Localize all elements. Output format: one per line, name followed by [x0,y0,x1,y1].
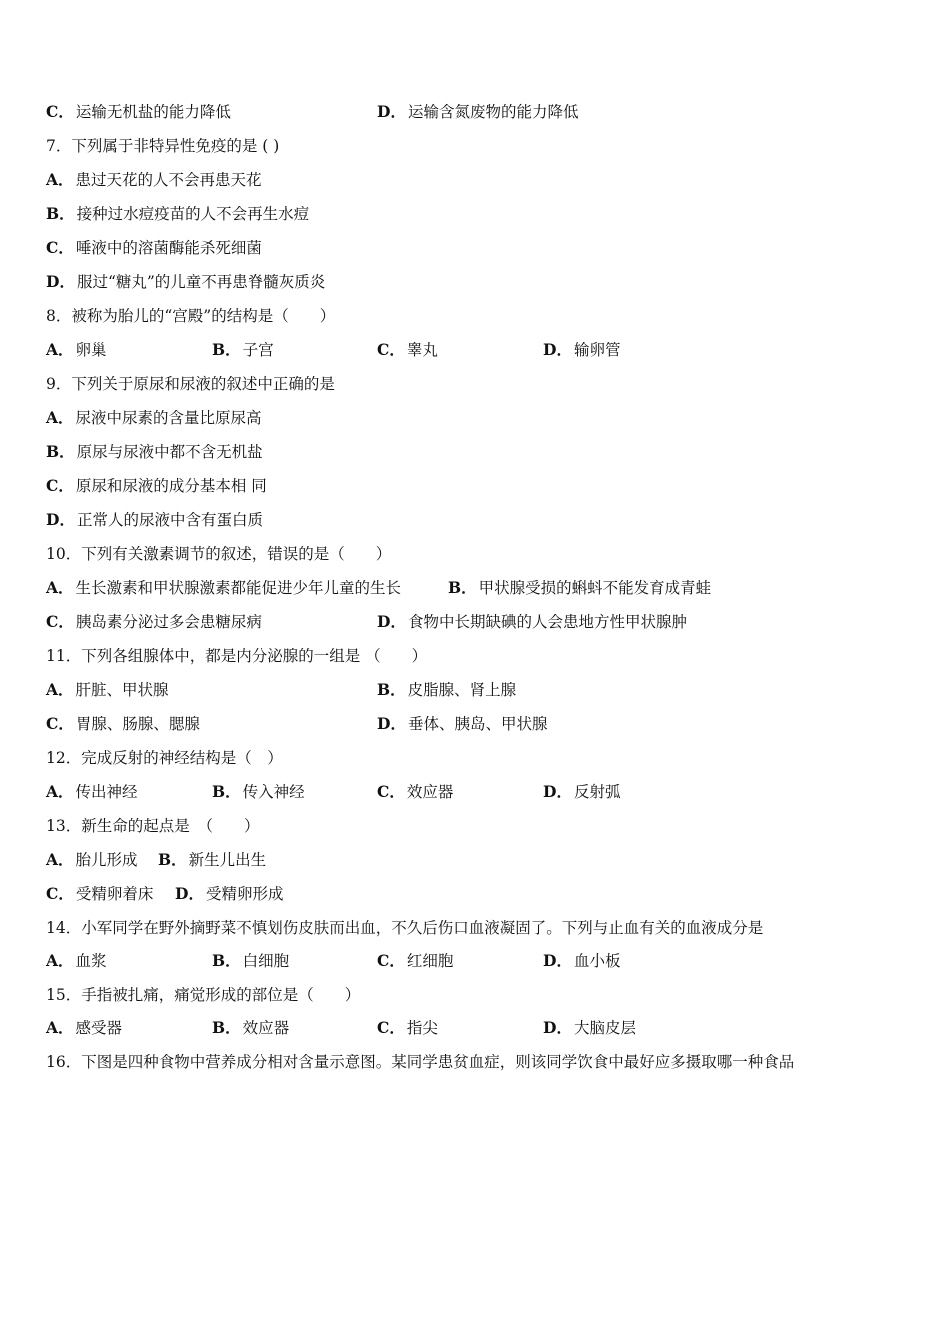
exam-page: C． 运输无机盐的能力降低 D． 运输含氮废物的能力降低 7．下列属于非特异性免疫的是 ( ) A． 患过天花的人不会再患天花 B． 接种过水痘疫苗的人不会再生水痘 C． 唾液中的溶菌酶能杀死细菌 D． 服过“糖丸”的儿童不再患脊髓灰质炎 8．被称为胎儿的“宫殿”的结构是（ ） A． 卵巢 B． 子宫 C． 睾丸 D． 输卵管 9．下列关于原尿和尿液的叙述中正确的是 A． 尿液中尿素的含量比原尿高 B． 原尿与尿液中都不含无机盐 C． 原尿和尿液的成分基本相 同 D． 正常人的尿液中含有蛋白质 10．下列有关激素调节的叙述，错误的是（ ） A． 生长激素和甲状腺激素都能促进少年儿童的生长 B． 甲状腺受损的蝌蚪不能发育成青蛙 C． 胰岛素分泌过多会患糖尿病 D． 食物中长期缺碘的人会患地方性甲状腺肿 11．下列各组腺体中，都是内分泌腺的一组是 （ ） A． 肝脏、甲状腺 B． 皮脂腺、肾上腺 C． 胃腺、肠腺、腮腺 D． 垂体、胰岛、甲状腺 12．完成反射的神经结构是（ ） A． 传出神经 B． 传入神经 C． 效应器 D． 反射弧 13．新生命的起点是 （ ） A． 胎儿形成 B． 新生儿出生 C． 受精卵着床 D． 受精卵形成 14．小军同学在野外摘野菜不慎划伤皮肤而出血，不久后伤口血液凝固了。下列与止血有关的血液成分是 A． 血浆 B． 白细胞 C． 红细胞 D． 血小板 15．手指被扎痛，痛觉形成的部位是（ ） A． 感受器 B． 效应器 C． 指尖 D． 大脑皮层 16．下图是四种食物中营养成分相对含量示意图。某同学患贫血症，则该同学饮食中最好应多摄取哪一种食品 [46,102,795,1071]
q10-option-c: C． 胰岛素分泌过多会患糖尿病 [46,612,262,631]
q11-option-b: B． 皮脂腺、肾上腺 [377,680,517,699]
q13-option-d: D． 受精卵形成 [175,884,284,903]
q12-option-a: A． 传出神经 [46,782,138,801]
q13-option-b: B． 新生儿出生 [158,850,267,869]
q15-option-b: B． 效应器 [212,1018,290,1037]
q8-option-c: C． 睾丸 [377,340,438,359]
q12-option-c: C． 效应器 [377,782,454,801]
q14-option-d: D． 血小板 [543,951,621,970]
q15-option-c: C． 指尖 [377,1018,438,1037]
q11-option-a: A． 肝脏、甲状腺 [46,680,169,699]
q15-option-a: A． 感受器 [46,1018,123,1037]
q14-option-a: A． 血浆 [46,951,107,970]
q11-option-d: D． 垂体、胰岛、甲状腺 [377,714,548,733]
q10-option-d: D． 食物中长期缺碘的人会患地方性甲状腺肿 [377,612,687,631]
q11-option-c: C． 胃腺、肠腺、腮腺 [46,714,200,733]
q15-option-d: D． 大脑皮层 [543,1018,636,1037]
q12-option-b: B． 传入神经 [212,782,305,801]
q8-option-a: A． 卵巢 [46,340,107,359]
q8-option-d: D． 输卵管 [543,340,621,359]
q14-option-c: C． 红细胞 [377,951,454,970]
q8-option-b: B． 子宫 [212,340,274,359]
q13-option-a: A． 胎儿形成 [46,850,138,869]
q6-option-c: C． 运输无机盐的能力降低 [46,102,231,121]
q10-option-a: A． 生长激素和甲状腺激素都能促进少年儿童的生长 [46,578,402,597]
q13-option-c: C． 受精卵着床 [46,884,154,903]
q6-option-d: D． 运输含氮废物的能力降低 [377,102,579,121]
q12-option-d: D． 反射弧 [543,782,621,801]
q10-option-b: B． 甲状腺受损的蝌蚪不能发育成青蛙 [448,578,712,597]
q14-option-b: B． 白细胞 [212,951,290,970]
